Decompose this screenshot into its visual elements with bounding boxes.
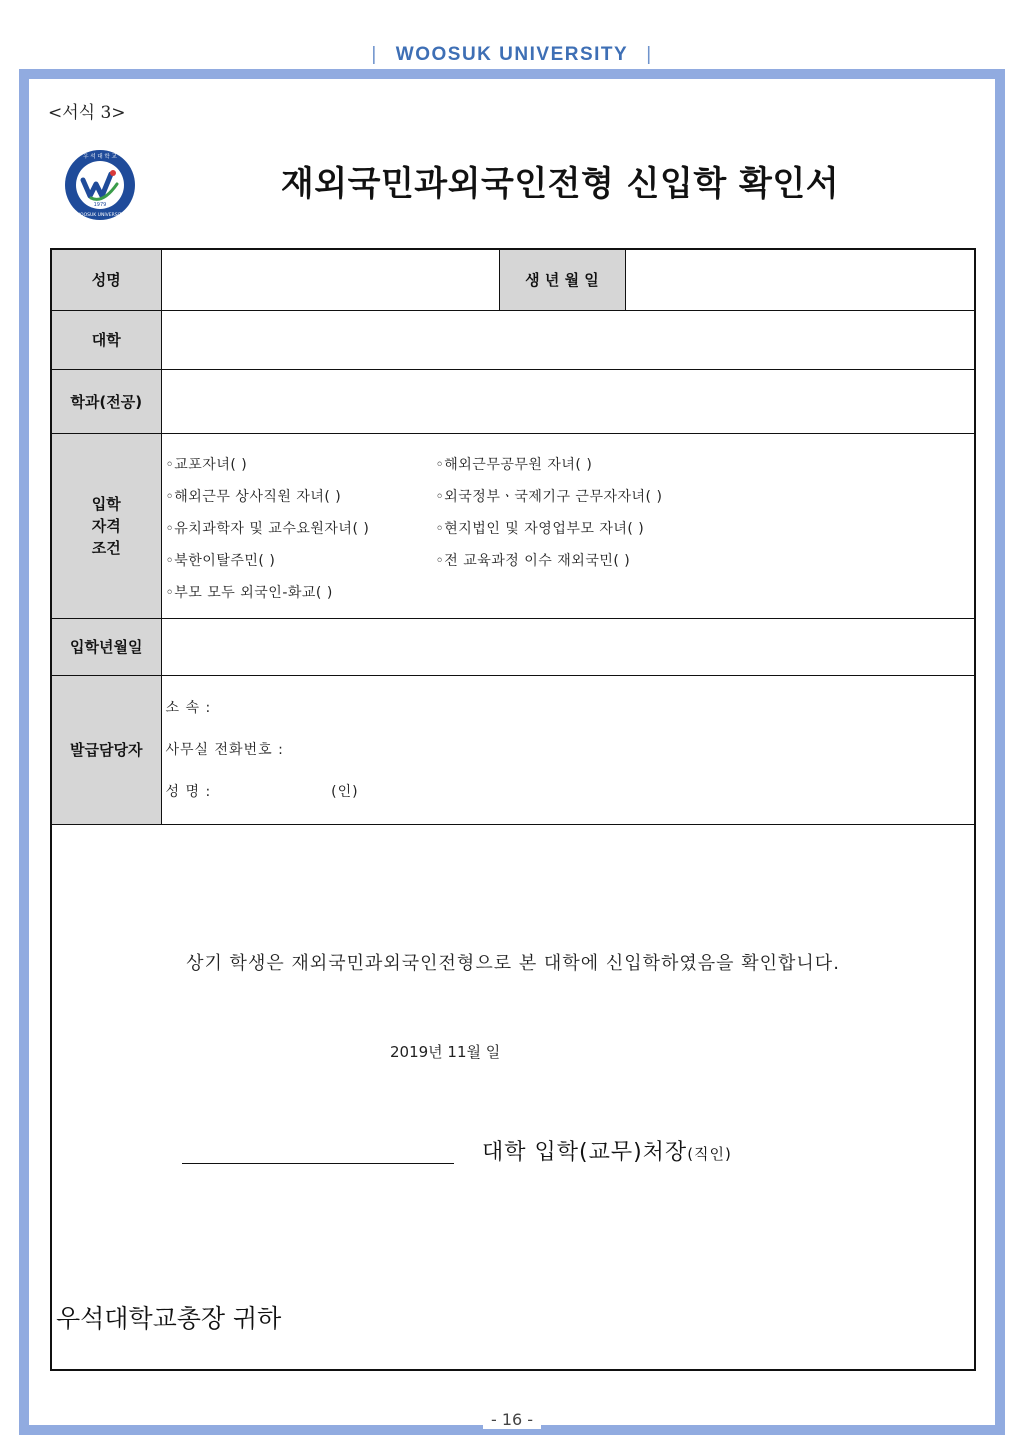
qualification-option[interactable]: ◦해외근무 상사직원 자녀( ) bbox=[165, 488, 342, 505]
row-admission-date bbox=[51, 618, 975, 675]
issuer-fields bbox=[161, 675, 975, 824]
qualification-option[interactable]: ◦유치과학자 및 교수요원자녀( ) bbox=[165, 520, 370, 537]
signature-seal-note: (직인) bbox=[687, 1144, 732, 1163]
header-divider-right: | bbox=[646, 44, 653, 65]
page-number bbox=[0, 1410, 1024, 1429]
row-name-birth bbox=[51, 249, 975, 310]
row-qualification bbox=[51, 433, 975, 618]
signature-office-title: 대학 입학(교무)처장 bbox=[482, 1139, 688, 1165]
signature-office bbox=[482, 1135, 732, 1166]
header-university-title bbox=[0, 44, 1024, 66]
birth-date-label: 생 년 월 일 bbox=[499, 249, 625, 310]
header-divider-left: | bbox=[371, 44, 378, 65]
qualification-options bbox=[161, 433, 975, 618]
admission-date-field[interactable] bbox=[161, 618, 975, 675]
confirmation-form-table bbox=[50, 248, 976, 1371]
document-title: 재외국민과외국인전형 신입학 확인서 bbox=[280, 164, 840, 204]
issuer-label: 발급담당자 bbox=[51, 675, 161, 824]
qualification-option[interactable]: ◦해외근무공무원 자녀( ) bbox=[435, 456, 593, 473]
qualification-label-line1: 입학 bbox=[91, 494, 121, 513]
row-department bbox=[51, 369, 975, 433]
admission-date-label: 입학년월일 bbox=[51, 618, 161, 675]
addressee: 우석대학교총장 귀하 bbox=[56, 1303, 282, 1333]
signature-line[interactable] bbox=[182, 1163, 454, 1164]
qualification-option[interactable]: ◦외국정부ㆍ국제기구 근무자자녀( ) bbox=[435, 488, 663, 505]
name-label: 성명 bbox=[51, 249, 161, 310]
page-number-text: - 16 - bbox=[483, 1410, 541, 1429]
confirmation-statement: 상기 학생은 재외국민과외국인전형으로 본 대학에 신입학하였음을 확인합니다. bbox=[186, 952, 840, 974]
issuer-seal: (인) bbox=[331, 783, 359, 800]
issuer-phone[interactable]: 사무실 전화번호 : bbox=[165, 741, 284, 758]
qualification-option[interactable]: ◦현지법인 및 자영업부모 자녀( ) bbox=[435, 520, 645, 537]
name-field[interactable] bbox=[161, 249, 499, 310]
row-issuer bbox=[51, 675, 975, 824]
qualification-label bbox=[51, 433, 161, 618]
qualification-label-line2: 자격 bbox=[91, 516, 121, 535]
birth-date-field[interactable] bbox=[625, 249, 975, 310]
qualification-option[interactable]: ◦북한이탈주민( ) bbox=[165, 552, 276, 569]
header-university-name: WOOSUK UNIVERSITY bbox=[395, 44, 629, 65]
qualification-option[interactable]: ◦부모 모두 외국인-화교( ) bbox=[165, 584, 333, 601]
form-number: <서식 3> bbox=[48, 103, 126, 123]
issuer-name: 성 명 : bbox=[165, 783, 212, 800]
university-label: 대학 bbox=[51, 310, 161, 369]
row-university bbox=[51, 310, 975, 369]
university-logo-icon bbox=[63, 148, 137, 222]
statement-area bbox=[51, 824, 975, 1370]
department-label: 학과(전공) bbox=[51, 369, 161, 433]
qualification-label-line3: 조건 bbox=[91, 538, 121, 557]
logo-year: 1979 bbox=[93, 202, 107, 208]
logo-bottom-text: WOOSUK UNIVERSITY bbox=[75, 213, 125, 218]
qualification-option[interactable]: ◦교포자녀( ) bbox=[165, 456, 248, 473]
issuer-affiliation[interactable]: 소 속 : bbox=[165, 699, 212, 716]
logo-top-text: 우 석 대 학 교 bbox=[83, 154, 117, 160]
qualification-option[interactable]: ◦전 교육과정 이수 재외국민( ) bbox=[435, 552, 631, 569]
department-field[interactable] bbox=[161, 369, 975, 433]
row-statement bbox=[51, 824, 975, 1370]
issue-date: 2019년 11월 일 bbox=[390, 1042, 501, 1061]
issuer-name-row[interactable] bbox=[166, 771, 975, 813]
university-field[interactable] bbox=[161, 310, 975, 369]
